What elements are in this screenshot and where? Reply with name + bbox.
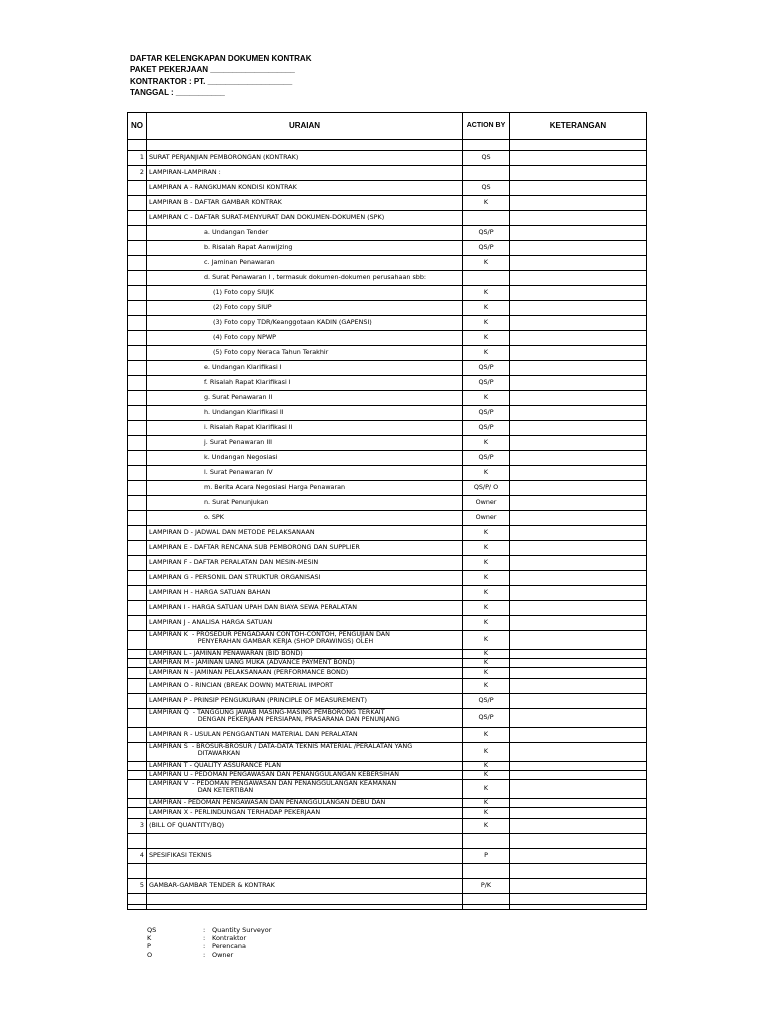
row-action-by: K: [463, 196, 510, 211]
row-keterangan: [510, 391, 647, 406]
row-uraian: h. Undangan Klarifikasi II: [147, 406, 463, 421]
table-row: [128, 331, 647, 346]
row-uraian: [147, 834, 463, 849]
row-action-by: QS/P: [463, 241, 510, 256]
row-action-by: K: [463, 668, 510, 679]
row-uraian: (4) Foto copy NPWP: [147, 331, 463, 346]
row-action-by: K: [463, 466, 510, 481]
table-row: [128, 668, 647, 679]
row-action-by: QS/P: [463, 226, 510, 241]
legend-code: QS: [147, 926, 157, 934]
row-number: [128, 421, 147, 436]
row-uraian: LAMPIRAN F - DAFTAR PERALATAN DAN MESIN-MESIN: [147, 556, 463, 571]
row-action-by: QS: [463, 181, 510, 196]
row-uraian: LAMPIRAN J - ANALISA HARGA SATUAN: [147, 616, 463, 631]
row-number: [128, 271, 147, 286]
row-number: [128, 466, 147, 481]
row-uraian: LAMPIRAN O - RINCIAN (BREAK DOWN) MATERIAL IMPORT: [147, 679, 463, 694]
table-row: [128, 694, 647, 709]
row-uraian: [147, 864, 463, 879]
document-title: DAFTAR KELENGKAPAN DOKUMEN KONTRAK: [130, 54, 312, 63]
row-action-by: K: [463, 286, 510, 301]
kontraktor-line: KONTRAKTOR : PT. ___________________: [130, 76, 293, 86]
row-number: [128, 451, 147, 466]
row-uraian: SURAT PERJANJIAN PEMBORONGAN (KONTRAK): [147, 151, 463, 166]
row-keterangan: [510, 301, 647, 316]
row-number: [128, 140, 147, 151]
row-uraian: (1) Foto copy SIUJK: [147, 286, 463, 301]
table-row: [128, 799, 647, 808]
row-uraian: LAMPIRAN K - PROSEDUR PENGADAAN CONTOH-CONTOH, PENGUJIAN DAN PENYERAHAN GAMBAR KERJA (SHOP DRAWINGS) OLEH: [147, 631, 463, 650]
row-number: [128, 709, 147, 728]
row-keterangan: [510, 631, 647, 650]
row-action-by: QS: [463, 151, 510, 166]
row-number: [128, 241, 147, 256]
row-number: [128, 481, 147, 496]
row-uraian: LAMPIRAN X - PERLINDUNGAN TERHADAP PEKERJAAN: [147, 808, 463, 819]
row-keterangan: [510, 616, 647, 631]
row-uraian: LAMPIRAN P - PRINSIP PENGUKURAN (PRINCIPLE OF MEASUREMENT): [147, 694, 463, 709]
row-keterangan: [510, 650, 647, 659]
table-row: [128, 346, 647, 361]
row-action-by: [463, 140, 510, 151]
row-number: [128, 496, 147, 511]
row-keterangan: [510, 728, 647, 743]
row-uraian: LAMPIRAN V - PEDOMAN PENGAWASAN DAN PENANGGULANGAN KEAMANAN DAN KETERTIBAN: [147, 780, 463, 799]
table-row: [128, 451, 647, 466]
row-action-by: K: [463, 799, 510, 808]
row-uraian: [147, 140, 463, 151]
legend-separator: :: [203, 950, 206, 959]
table-row: [128, 879, 647, 894]
row-action-by: [463, 211, 510, 226]
row-number: [128, 196, 147, 211]
row-number: [128, 894, 147, 905]
row-number: [128, 586, 147, 601]
row-action-by: K: [463, 346, 510, 361]
row-number: [128, 376, 147, 391]
row-number: [128, 650, 147, 659]
row-uraian: LAMPIRAN M - JAMINAN UANG MUKA (ADVANCE PAYMENT BOND): [147, 659, 463, 668]
row-uraian: l. Surat Penawaran IV: [147, 466, 463, 481]
row-action-by: K: [463, 526, 510, 541]
table-row: [128, 650, 647, 659]
row-uraian: d. Surat Penawaran I , termasuk dokumen-dokumen perusahaan sbb:: [147, 271, 463, 286]
row-number: [128, 256, 147, 271]
row-number: [128, 808, 147, 819]
table-row: [128, 541, 647, 556]
row-number: [128, 668, 147, 679]
row-action-by: QS/P/ O: [463, 481, 510, 496]
row-uraian: LAMPIRAN-LAMPIRAN :: [147, 166, 463, 181]
row-uraian: GAMBAR-GAMBAR TENDER & KONTRAK: [147, 879, 463, 894]
column-header-keterangan: KETERANGAN: [510, 113, 647, 140]
column-header-action-by: ACTION BY: [463, 113, 510, 140]
column-header-no: NO: [128, 113, 147, 140]
row-keterangan: [510, 376, 647, 391]
row-uraian: SPESIFIKASI TEKNIS: [147, 849, 463, 864]
row-uraian: o. SPK: [147, 511, 463, 526]
row-number: [128, 286, 147, 301]
row-number: [128, 346, 147, 361]
table-row: [128, 808, 647, 819]
row-keterangan: [510, 780, 647, 799]
row-number: [128, 436, 147, 451]
row-action-by: K: [463, 659, 510, 668]
table-row: [128, 226, 647, 241]
row-action-by: K: [463, 780, 510, 799]
row-uraian: LAMPIRAN C - DAFTAR SURAT-MENYURAT DAN DOKUMEN-DOKUMEN (SPK): [147, 211, 463, 226]
table-row: [128, 526, 647, 541]
row-uraian: LAMPIRAN N - JAMINAN PELAKSANAAN (PERFORMANCE BOND): [147, 668, 463, 679]
row-action-by: K: [463, 256, 510, 271]
row-uraian: e. Undangan Klarifikasi I: [147, 361, 463, 376]
row-keterangan: [510, 256, 647, 271]
row-uraian: LAMPIRAN B - DAFTAR GAMBAR KONTRAK: [147, 196, 463, 211]
row-uraian: LAMPIRAN - PEDOMAN PENGAWASAN DAN PENANGGULANGAN DEBU DAN: [147, 799, 463, 808]
legend-code: O: [147, 950, 153, 959]
row-action-by: K: [463, 616, 510, 631]
row-action-by: K: [463, 331, 510, 346]
table-row: [128, 436, 647, 451]
row-number: [128, 780, 147, 799]
table-row: [128, 743, 647, 762]
row-action-by: QS/P: [463, 709, 510, 728]
row-keterangan: [510, 879, 647, 894]
row-number: [128, 771, 147, 780]
row-uraian: (5) Foto copy Neraca Tahun Terakhir: [147, 346, 463, 361]
table-row: [128, 376, 647, 391]
row-action-by: [463, 905, 510, 910]
row-action-by: K: [463, 808, 510, 819]
row-keterangan: [510, 659, 647, 668]
row-uraian: LAMPIRAN D - JADWAL DAN METODE PELAKSANAAN: [147, 526, 463, 541]
row-keterangan: [510, 511, 647, 526]
row-number: [128, 511, 147, 526]
row-uraian: LAMPIRAN G - PERSONIL DAN STRUKTUR ORGANISASI: [147, 571, 463, 586]
row-number: [128, 181, 147, 196]
table-row: [128, 391, 647, 406]
row-keterangan: [510, 226, 647, 241]
row-keterangan: [510, 466, 647, 481]
row-action-by: Owner: [463, 511, 510, 526]
table-row: [128, 728, 647, 743]
legend-item: [147, 934, 271, 942]
row-keterangan: [510, 668, 647, 679]
row-number: [128, 391, 147, 406]
table-row: [128, 140, 647, 151]
table-row: [128, 286, 647, 301]
row-keterangan: [510, 481, 647, 496]
legend-separator: :: [203, 934, 206, 943]
legend-item: [147, 951, 271, 959]
row-action-by: [463, 834, 510, 849]
row-keterangan: [510, 361, 647, 376]
row-keterangan: [510, 864, 647, 879]
table-row: [128, 571, 647, 586]
row-action-by: K: [463, 541, 510, 556]
table-row: [128, 406, 647, 421]
row-uraian: LAMPIRAN U - PEDOMAN PENGAWASAN DAN PENANGGULANGAN KEBERSIHAN: [147, 771, 463, 780]
row-uraian: n. Surat Penunjukan: [147, 496, 463, 511]
table-row: [128, 616, 647, 631]
table-row: [128, 361, 647, 376]
row-action-by: QS/P: [463, 376, 510, 391]
row-action-by: K: [463, 556, 510, 571]
column-header-uraian: URAIAN: [147, 113, 463, 140]
row-number: [128, 331, 147, 346]
legend-code: K: [147, 934, 152, 943]
row-keterangan: [510, 541, 647, 556]
table-row: [128, 905, 647, 910]
table-row: [128, 762, 647, 771]
row-action-by: K: [463, 819, 510, 834]
table-row: [128, 271, 647, 286]
row-number: [128, 694, 147, 709]
row-action-by: [463, 864, 510, 879]
row-uraian: (2) Foto copy SIUP: [147, 301, 463, 316]
row-action-by: [463, 894, 510, 905]
row-keterangan: [510, 211, 647, 226]
legend-code: P: [147, 942, 151, 951]
row-keterangan: [510, 799, 647, 808]
row-number: [128, 571, 147, 586]
table-row: [128, 631, 647, 650]
row-keterangan: [510, 894, 647, 905]
table-row: [128, 166, 647, 181]
table-row: [128, 659, 647, 668]
table-row: [128, 196, 647, 211]
row-uraian: LAMPIRAN Q - TANGGUNG JAWAB MASING-MASING PEMBORONG TERKAIT DENGAN PEKERJAAN PERSIAPAN, PRASARANA DAN PENUNJANG: [147, 709, 463, 728]
row-action-by: K: [463, 601, 510, 616]
row-number: [128, 728, 147, 743]
row-action-by: K: [463, 762, 510, 771]
row-action-by: Owner: [463, 496, 510, 511]
row-uraian: i. Risalah Rapat Klarifikasi II: [147, 421, 463, 436]
table-row: [128, 496, 647, 511]
table-row: [128, 586, 647, 601]
row-uraian: (BILL OF QUANTITY/BQ): [147, 819, 463, 834]
row-keterangan: [510, 709, 647, 728]
row-keterangan: [510, 762, 647, 771]
legend-item: [147, 926, 271, 934]
row-keterangan: [510, 905, 647, 910]
table-row: [128, 421, 647, 436]
table-row: [128, 601, 647, 616]
row-keterangan: [510, 181, 647, 196]
row-number: [128, 361, 147, 376]
table-row: [128, 894, 647, 905]
row-action-by: K: [463, 586, 510, 601]
row-keterangan: [510, 601, 647, 616]
row-action-by: K: [463, 316, 510, 331]
row-action-by: K: [463, 301, 510, 316]
row-uraian: c. Jaminan Penawaran: [147, 256, 463, 271]
row-keterangan: [510, 819, 647, 834]
legend-separator: :: [203, 942, 206, 951]
row-number: [128, 226, 147, 241]
row-number: [128, 616, 147, 631]
row-keterangan: [510, 556, 647, 571]
row-action-by: K: [463, 679, 510, 694]
table-row: [128, 301, 647, 316]
table-row: [128, 709, 647, 728]
row-number: 2: [128, 166, 147, 181]
row-number: [128, 905, 147, 910]
row-action-by: P/K: [463, 879, 510, 894]
row-action-by: [463, 271, 510, 286]
row-number: 3: [128, 819, 147, 834]
row-uraian: k. Undangan Negosiasi: [147, 451, 463, 466]
table-row: [128, 181, 647, 196]
table-row: [128, 151, 647, 166]
row-keterangan: [510, 451, 647, 466]
legend-description: Owner: [212, 950, 234, 959]
row-keterangan: [510, 406, 647, 421]
row-keterangan: [510, 436, 647, 451]
legend-description: Perencana: [212, 942, 246, 951]
row-number: [128, 406, 147, 421]
row-uraian: LAMPIRAN H - HARGA SATUAN BAHAN: [147, 586, 463, 601]
row-number: 4: [128, 849, 147, 864]
row-action-by: QS/P: [463, 406, 510, 421]
row-uraian: LAMPIRAN S - BROSUR-BROSUR / DATA-DATA TEKNIS MATERIAL /PERALATAN YANG DITAWARKAN: [147, 743, 463, 762]
row-keterangan: [510, 166, 647, 181]
row-action-by: K: [463, 631, 510, 650]
row-keterangan: [510, 241, 647, 256]
row-uraian: LAMPIRAN A - RANGKUMAN KONDISI KONTRAK: [147, 181, 463, 196]
table-row: [128, 679, 647, 694]
document-header: [130, 53, 311, 99]
row-keterangan: [510, 771, 647, 780]
row-keterangan: [510, 421, 647, 436]
row-keterangan: [510, 526, 647, 541]
row-number: [128, 631, 147, 650]
row-action-by: QS/P: [463, 694, 510, 709]
table-row: [128, 256, 647, 271]
row-uraian: LAMPIRAN I - HARGA SATUAN UPAH DAN BIAYA SEWA PERALATAN: [147, 601, 463, 616]
legend-item: [147, 942, 271, 950]
row-number: 5: [128, 879, 147, 894]
row-uraian: [147, 894, 463, 905]
row-action-by: K: [463, 650, 510, 659]
row-keterangan: [510, 196, 647, 211]
row-keterangan: [510, 586, 647, 601]
table-row: [128, 771, 647, 780]
row-uraian: LAMPIRAN E - DAFTAR RENCANA SUB PEMBORONG DAN SUPPLIER: [147, 541, 463, 556]
row-number: [128, 743, 147, 762]
row-action-by: K: [463, 571, 510, 586]
legend-description: Kontraktor: [212, 934, 247, 943]
row-number: [128, 301, 147, 316]
row-action-by: [463, 166, 510, 181]
row-keterangan: [510, 849, 647, 864]
row-number: [128, 556, 147, 571]
row-number: [128, 316, 147, 331]
row-number: [128, 526, 147, 541]
row-uraian: m. Berita Acara Negosiasi Harga Penawaran: [147, 481, 463, 496]
row-action-by: K: [463, 436, 510, 451]
row-keterangan: [510, 834, 647, 849]
row-keterangan: [510, 346, 647, 361]
row-keterangan: [510, 331, 647, 346]
table-row: [128, 241, 647, 256]
row-number: [128, 679, 147, 694]
row-number: [128, 659, 147, 668]
table-row: [128, 211, 647, 226]
row-uraian: [147, 905, 463, 910]
row-uraian: (3) Foto copy TDR/Keanggotaan KADIN (GAPENSI): [147, 316, 463, 331]
row-action-by: K: [463, 391, 510, 406]
row-uraian: LAMPIRAN R - USULAN PENGGANTIAN MATERIAL DAN PERALATAN: [147, 728, 463, 743]
table-row: [128, 481, 647, 496]
row-uraian: f. Risalah Rapat Klarifikasi I: [147, 376, 463, 391]
row-keterangan: [510, 679, 647, 694]
legend-description: Quantity Surveyor: [212, 926, 272, 934]
row-keterangan: [510, 151, 647, 166]
row-keterangan: [510, 694, 647, 709]
tanggal-line: TANGGAL : ___________: [130, 88, 225, 98]
row-uraian: g. Surat Penawaran II: [147, 391, 463, 406]
row-action-by: K: [463, 728, 510, 743]
row-number: 1: [128, 151, 147, 166]
row-number: [128, 601, 147, 616]
table-row: [128, 316, 647, 331]
row-action-by: K: [463, 771, 510, 780]
row-keterangan: [510, 496, 647, 511]
row-action-by: QS/P: [463, 421, 510, 436]
legend-separator: :: [203, 926, 206, 934]
row-keterangan: [510, 140, 647, 151]
row-keterangan: [510, 571, 647, 586]
row-number: [128, 864, 147, 879]
row-number: [128, 834, 147, 849]
row-uraian: a. Undangan Tender: [147, 226, 463, 241]
row-uraian: LAMPIRAN L - JAMINAN PENAWARAN (BID BOND): [147, 650, 463, 659]
table-row: [128, 511, 647, 526]
row-uraian: LAMPIRAN T - QUALITY ASSURANCE PLAN: [147, 762, 463, 771]
paket-pekerjaan-line: PAKET PEKERJAAN ___________________: [130, 65, 295, 75]
document-checklist-table: [127, 112, 647, 910]
row-uraian: b. Risalah Rapat Aanwijzing: [147, 241, 463, 256]
row-keterangan: [510, 286, 647, 301]
row-action-by: QS/P: [463, 451, 510, 466]
legend: [147, 926, 271, 959]
table-row: [128, 864, 647, 879]
row-number: [128, 211, 147, 226]
row-keterangan: [510, 271, 647, 286]
table-row: [128, 819, 647, 834]
row-number: [128, 799, 147, 808]
table-row: [128, 466, 647, 481]
row-number: [128, 762, 147, 771]
row-keterangan: [510, 316, 647, 331]
row-uraian: j. Surat Penawaran III: [147, 436, 463, 451]
table-row: [128, 834, 647, 849]
row-keterangan: [510, 808, 647, 819]
row-number: [128, 541, 147, 556]
row-keterangan: [510, 743, 647, 762]
table-row: [128, 556, 647, 571]
row-action-by: P: [463, 849, 510, 864]
table-row: [128, 780, 647, 799]
row-action-by: QS/P: [463, 361, 510, 376]
table-row: [128, 849, 647, 864]
row-action-by: K: [463, 743, 510, 762]
